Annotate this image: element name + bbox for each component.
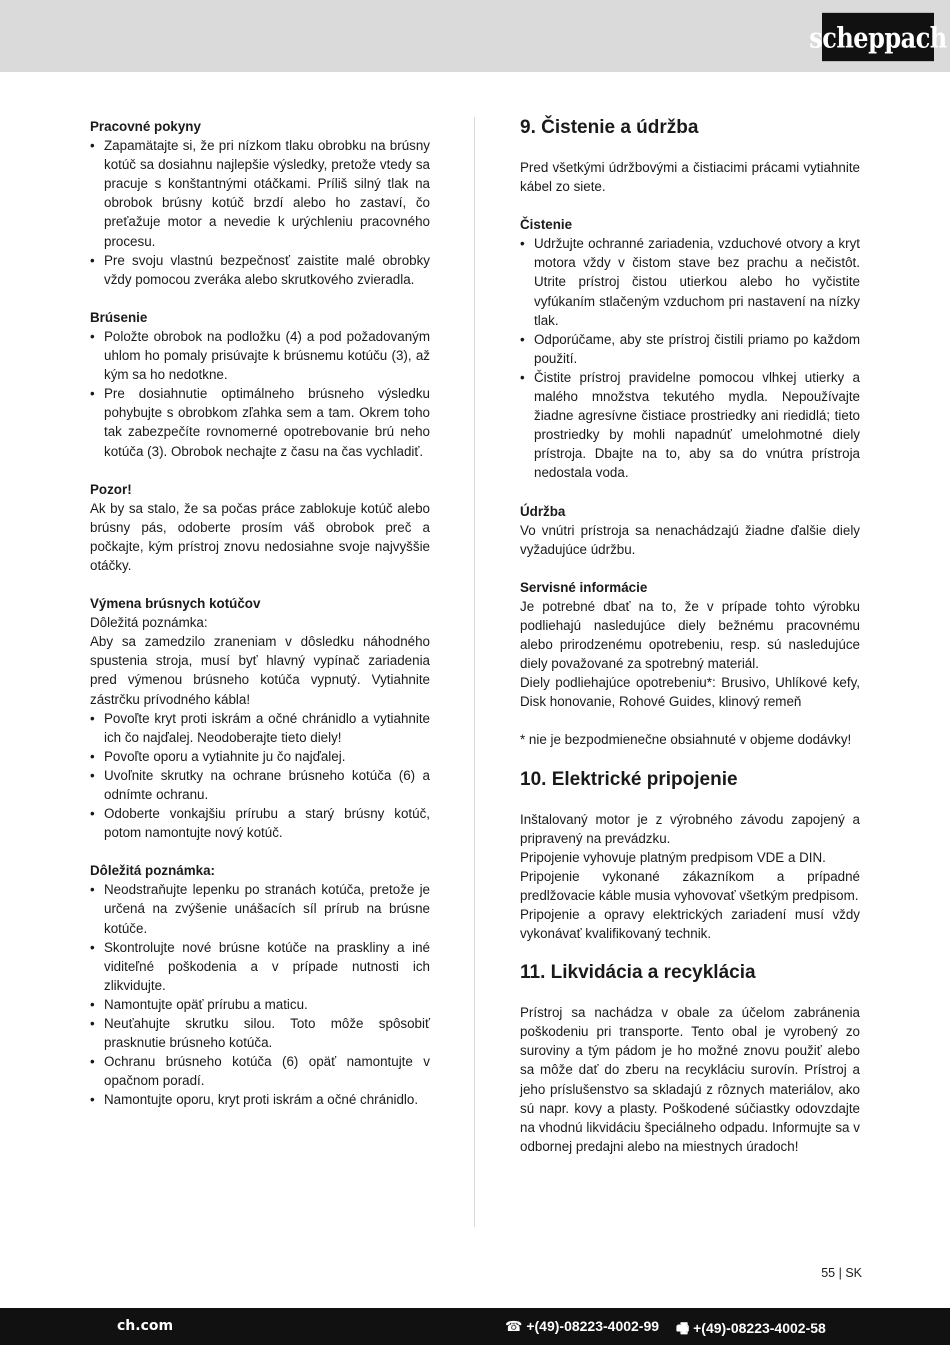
section-title-cleaning: Čistenie <box>520 217 573 233</box>
heading-electrical-connection: 10. Elektrické pripojenie <box>520 768 738 790</box>
list-item: • Neuťahujte skrutku silou. Toto môže spôsobiť prasknutie brúsneho kotúča. <box>90 1014 430 1052</box>
list-item: • Čistite prístroj pravidelne pomocou vlhkej utierky a malého množstva tekutého mydla. Nepoužívajte žiadne agresívne čistiace prostriedky ani riedidlá; tieto prostriedky by mohli napadnúť umelohmotné diely prístroja. Dbajte na to, aby sa do vnútra prístroja nedostala voda. <box>520 368 860 483</box>
list-item: • Pre svoju vlastnú bezpečnosť zaistite malé obrobky vždy pomocou zveráka alebo skrutkového zvieradla. <box>90 251 430 289</box>
list-item: • Namontujte oporu, kryt proti iskrám a očné chránidlo. <box>90 1090 430 1109</box>
footer-bar <box>0 1308 950 1345</box>
section-title-caution: Pozor! <box>90 481 132 497</box>
list-disc-replacement <box>90 709 430 843</box>
cleaning-intro: Pred všetkými údržbovými a čistiacimi prácami vytiahnite kábel zo siete. <box>520 160 860 195</box>
column-divider <box>474 117 475 1227</box>
wear-parts-text: Diely podliehajúce opotrebeniu*: Brusivo, Uhlíkové kefy, Disk honovanie, Rohové Guides, klinový remeň <box>520 675 860 710</box>
left-column <box>90 117 430 1110</box>
list-grinding <box>90 327 430 461</box>
list-important-note <box>90 880 430 1109</box>
right-column <box>520 117 860 1156</box>
disposal-text: Prístroj sa nachádza v obale za účelom zabránenia poškodeniu pri transporte. Tento obal je vyrobený zo suroviny a tým pádom je ho možné znovu použiť alebo sa môže dať do zberu na recykláciu surovín. Prístroj a jeho príslušenstvo sa skladajú z rôznych materiálov, ako sú napr. kovy a plasty. Poškodené súčiastky odovzdajte na vhodnú likvidáciu špeciálneho odpadu. Informujte sa v odbornej predajni alebo na miestnych úradoch! <box>520 1005 860 1154</box>
caution-text: Ak by sa stalo, že sa počas práce zablokuje kotúč alebo brúsny pás, odoberte prosím váš obrobok preč a počkajte, kým prístroj znovu nedosiahne svoje najvyššie otáčky. <box>90 500 430 573</box>
list-item: • Odoberte vonkajšiu prírubu a starý brúsny kotúč, potom namontujte nový kotúč. <box>90 804 430 842</box>
list-item: • Uvoľnite skrutky na ochrane brúsneho kotúča (6) a odnímte ochranu. <box>90 766 430 804</box>
list-item: • Povoľte oporu a vytiahnite ju čo najďalej. <box>90 747 430 766</box>
service-footnote: * nie je bezpodmienečne obsiahnuté v objeme dodávky! <box>520 732 852 748</box>
list-item: • Pre dosiahnutie optimálneho brúsneho výsledku pohybujte s obrobkom zľahka sem a tam. Okrem toho tak zabezpečíte rovnomerné opotrebovanie brú neho kotúča (3). Obrobok nechajte z času na čas vychladiť. <box>90 384 430 460</box>
disc-replacement-text: Aby sa zamedzilo zraneniam v dôsledku náhodného spustenia stroja, musí byť hlavný vypínač zariadenia pred výmenou brúsneho kotúča vypnutý. Vytiahnite zástrčku prívodného kábla! <box>90 634 430 707</box>
section-title-important-note: Dôležitá poznámka: <box>90 863 216 879</box>
website-link[interactable]: ch.com <box>117 1318 174 1334</box>
electrical-text-3: Pripojenie vykonané zákazníkom a prípadné predlžovacie káble musia vyhovovať všetkým predpisom. <box>520 868 860 903</box>
maintenance-text: Vo vnútri prístroja sa nenachádzajú žiadne ďalšie diely vyžadujúce údržbu. <box>520 522 860 557</box>
important-note-label: Dôležitá poznámka: <box>90 615 208 631</box>
list-work-instructions <box>90 136 430 289</box>
list-item: • Udržujte ochranné zariadenia, vzduchové otvory a kryt motora vždy v čistom stave bez prachu a nečistôt. Utrite prístroj čistou utierkou alebo ho vyčistite vyfúkaním stlačeným vzduchom pri nastavení na nízky tlak. <box>520 234 860 329</box>
electrical-text-2: Pripojenie vyhovuje platným predpisom VDE a DIN. <box>520 849 826 865</box>
list-item: • Položte obrobok na podložku (4) a pod požadovaným uhlom ho pomaly prisúvajte k brúsnemu kotúču (3), až kým sa ho nedotkne. <box>90 327 430 384</box>
list-item: • Skontrolujte nové brúsne kotúče na praskliny a iné viditeľné poškodenia a v prípade nutnosti ich zlikvidujte. <box>90 938 430 995</box>
list-item: • Povoľte kryt proti iskrám a očné chránidlo a vytiahnite ich čo najďalej. Neodoberajte tieto diely! <box>90 709 430 747</box>
heading-cleaning-maintenance: 9. Čistenie a údržba <box>520 117 699 138</box>
header-band <box>0 0 950 72</box>
service-text: Je potrebné dbať na to, že v prípade tohto výrobku podliehajú nasledujúce diely bežnému pracovnému alebo prirodzenému opotrebeniu, resp. sú nasledujúce diely považované za spotrebný materiál. <box>520 598 860 672</box>
list-item: • Ochranu brúsneho kotúča (6) opäť namontujte v opačnom poradí. <box>90 1052 430 1090</box>
section-title-grinding: Brúsenie <box>90 309 148 325</box>
section-title-work-instructions: Pracovné pokyny <box>90 119 201 134</box>
page-number: 55 | SK <box>821 1266 862 1280</box>
section-title-service-info: Servisné informácie <box>520 579 648 595</box>
phone-number: ☎ +(49)-08223-4002-99 <box>505 1318 660 1334</box>
section-title-disc-replacement: Výmena brúsnych kotúčov <box>90 596 261 612</box>
list-item: • Neodstraňujte lepenku po stranách kotúča, pretože je určená na zvýšenie unášacích síl prírub na brúsne kotúče. <box>90 880 430 937</box>
list-cleaning <box>520 234 860 482</box>
fax-number: 🖷 +(49)-08223-4002-58 <box>676 1320 826 1336</box>
heading-disposal-recycling: 11. Likvidácia a recyklácia <box>520 962 756 984</box>
brand-logo: scheppach <box>822 13 934 61</box>
list-item: • Odporúčame, aby ste prístroj čistili priamo po každom použití. <box>520 330 860 368</box>
list-item: • Zapamätajte si, že pri nízkom tlaku obrobku na brúsny kotúč sa dosiahnu najlepšie výsledky, pretože vtedy sa pracuje s konštantnými otáčkami. Príliš silný tlak na obrobok brúsny kotúč brzdí alebo ho zastaví, čo preťažuje motor a nevedie k urýchleniu pracovného procesu. <box>90 136 430 251</box>
list-item: • Namontujte opäť prírubu a maticu. <box>90 995 430 1014</box>
electrical-text-4: Pripojenie a opravy elektrických zariadení musí vždy vykonávať kvalifikovaný technik. <box>520 907 860 942</box>
section-title-maintenance: Údržba <box>520 503 566 519</box>
electrical-text-1: Inštalovaný motor je z výrobného závodu zapojený a pripravený na prevádzku. <box>520 811 860 846</box>
